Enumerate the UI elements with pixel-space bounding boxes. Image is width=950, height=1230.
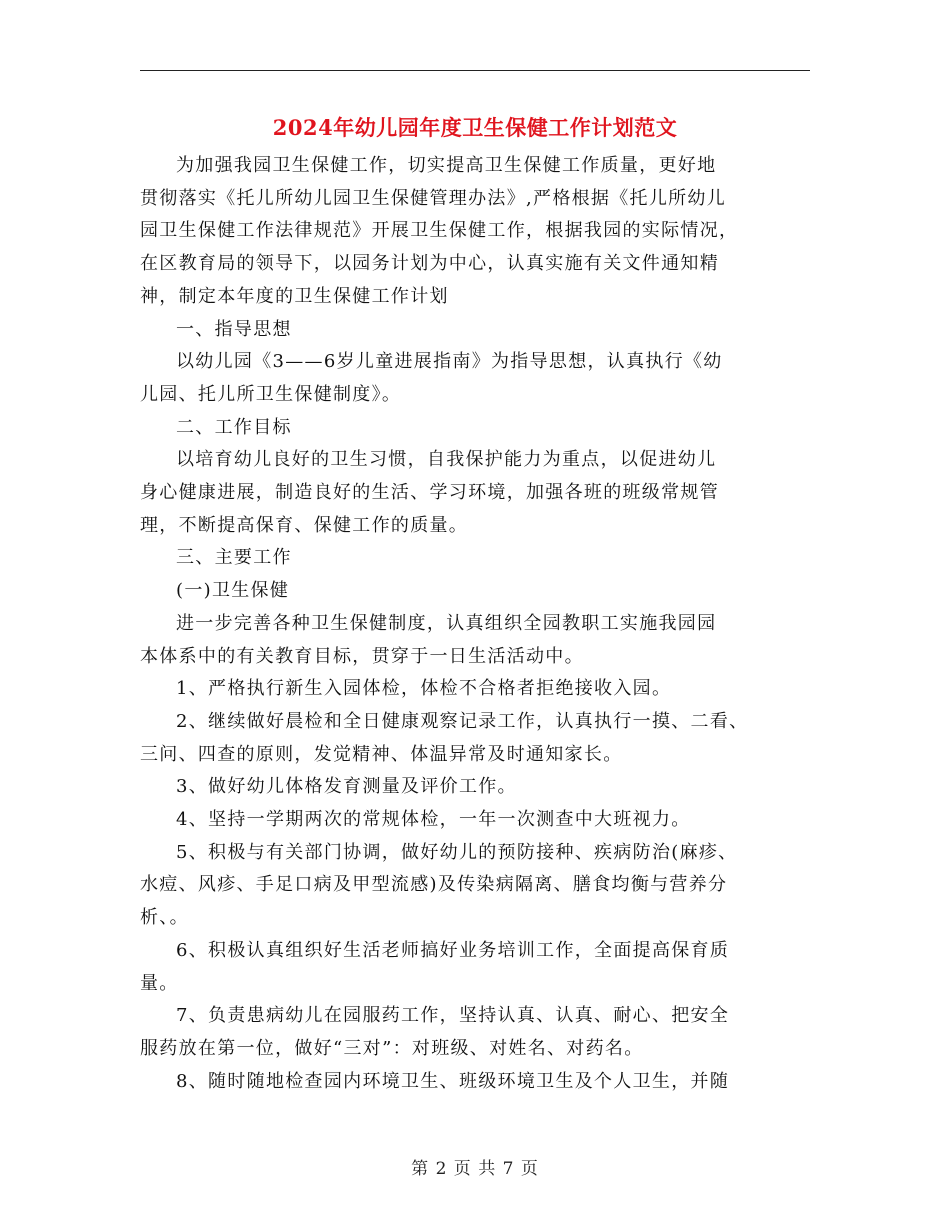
paragraph xyxy=(140,444,820,542)
text-line: 二、工作目标 xyxy=(176,416,292,438)
paragraph xyxy=(140,542,820,575)
text-line: 儿园、托儿所卫生保健制度》。 xyxy=(140,383,402,405)
paragraph xyxy=(140,346,820,411)
document-title: 2024年幼儿园年度卫生保健工作计划范文 xyxy=(272,115,678,140)
page-number: 第 2 页 共 7 页 xyxy=(411,1159,539,1179)
text-line: 服药放在第一位，做好“三对”：对班级、对姓名、对药名。 xyxy=(140,1037,644,1059)
text-line: 园卫生保健工作法律规范》开展卫生保健工作，根据我园的实际情况， xyxy=(140,220,739,242)
paragraph xyxy=(140,804,820,837)
paragraph xyxy=(140,608,820,673)
text-line: 本体系中的有关教育目标，贯穿于一日生活活动中。 xyxy=(140,645,584,667)
text-line: 三问、四查的原则，发觉精神、体温异常及时通知家长。 xyxy=(140,743,623,765)
header-rule xyxy=(140,70,810,71)
text-line: 一、指导思想 xyxy=(176,318,292,340)
text-line: 在区教育局的领导下，以园务计划为中心，认真实施有关文件通知精 xyxy=(140,253,719,275)
paragraph xyxy=(140,1066,820,1099)
text-line: 以培育幼儿良好的卫生习惯，自我保护能力为重点，以促进幼儿 xyxy=(176,449,717,471)
paragraph xyxy=(140,706,820,771)
paragraph xyxy=(140,935,820,1000)
text-line: 6、积极认真组织好生活老师搞好业务培训工作，全面提高保育质 xyxy=(176,939,730,961)
text-line: 3、做好幼儿体格发育测量及评价工作。 xyxy=(176,776,517,798)
paragraph xyxy=(140,837,820,935)
paragraph xyxy=(140,412,820,445)
text-line: 水痘、风疹、手足口病及甲型流感)及传染病隔离、膳食均衡与营养分 xyxy=(140,874,728,896)
paragraph xyxy=(140,1000,820,1065)
paragraph xyxy=(140,575,820,608)
text-line: 8、随时随地检查园内环境卫生、班级环境卫生及个人卫生，并随 xyxy=(176,1070,730,1092)
paragraph xyxy=(140,150,820,314)
document-body xyxy=(140,150,820,1098)
text-line: 贯彻落实《托儿所幼儿园卫生保健管理办法》,严格根据《托儿所幼儿 xyxy=(140,187,727,209)
text-line: 理，不断提高保育、保健工作的质量。 xyxy=(140,514,469,536)
text-line: 2、继续做好晨检和全日健康观察记录工作，认真执行一摸、二看、 xyxy=(176,710,749,732)
text-line: 神，制定本年度的卫生保健工作计划 xyxy=(140,285,449,307)
text-line: 析、。 xyxy=(140,907,189,929)
text-line: 5、积极与有关部门协调，做好幼儿的预防接种、疾病防治(麻疹、 xyxy=(176,841,738,863)
text-line: 4、坚持一学期两次的常规体检，一年一次测查中大班视力。 xyxy=(176,809,691,831)
paragraph xyxy=(140,771,820,804)
text-line: 进一步完善各种卫生保健制度，认真组织全园教职工实施我园园 xyxy=(176,612,717,634)
paragraph xyxy=(140,673,820,706)
text-line: (一)卫生保健 xyxy=(176,580,290,602)
text-line: 7、负责患病幼儿在园服药工作，坚持认真、认真、耐心、把安全 xyxy=(176,1005,730,1027)
text-line: 以幼儿园《3——6岁儿童进展指南》为指导思想，认真执行《幼 xyxy=(176,351,723,373)
text-line: 量。 xyxy=(140,972,179,994)
text-line: 1、严格执行新生入园体检，体检不合格者拒绝接收入园。 xyxy=(176,678,672,700)
text-line: 三、主要工作 xyxy=(176,547,292,569)
text-line: 身心健康进展，制造良好的生活、学习环境，加强各班的班级常规管 xyxy=(140,482,719,504)
text-line: 为加强我园卫生保健工作，切实提高卫生保健工作质量，更好地 xyxy=(176,155,717,176)
paragraph xyxy=(140,314,820,347)
